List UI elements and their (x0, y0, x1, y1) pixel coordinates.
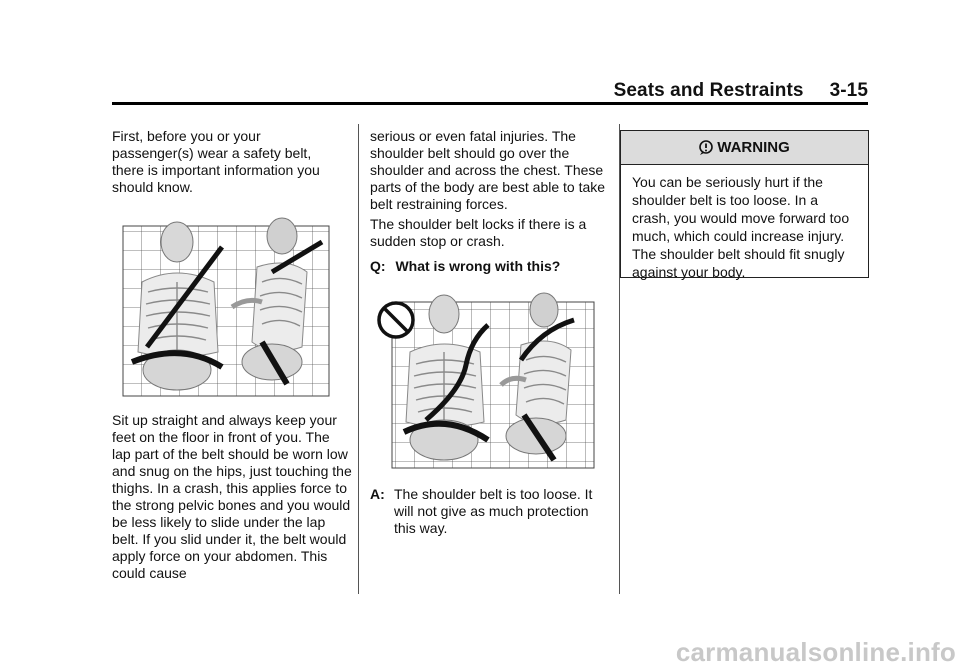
warning-box (620, 130, 869, 278)
intro-paragraph: First, before you or your passenger(s) wear a safety belt, there is important information you should know. (112, 128, 320, 195)
warning-triangle-icon (699, 140, 713, 156)
warning-text: You can be seriously hurt if the shoulder belt is too loose. In a crash, you would move forward too much, which could increase injury. The shoulder belt should fit snugly against your body. (632, 174, 850, 280)
posture-paragraph: Sit up straight and always keep your feet on the floor in front of you. The lap part of the belt should be worn low and snug on the hips, just touching the thighs. In a crash, this applies force to the strong pelvic bones and you would be less likely to slide under the lap belt. If you slid under it, the belt would apply force on your abdomen. This could cause (112, 412, 352, 581)
prohibition-icon (379, 303, 413, 337)
page-number: 3-15 (829, 80, 868, 101)
watermark: carmanualsonline.info (675, 637, 956, 667)
column-divider (358, 124, 359, 594)
section-title: Seats and Restraints (613, 80, 804, 101)
shoulder-belt-paragraph: serious or even fatal injuries. The shoulder belt should go over the shoulder and across the chest. These parts of the body are best able to take belt restraining forces. (370, 128, 606, 212)
question-text: What is wrong with this? (395, 258, 561, 274)
loose-belt-illustration (376, 290, 598, 470)
correct-belt-illustration (122, 212, 332, 398)
answer (370, 486, 608, 537)
question-label: Q: (370, 258, 386, 274)
warning-header (621, 131, 868, 165)
question (370, 258, 608, 275)
warning-title: WARNING (717, 139, 790, 156)
answer-text: The shoulder belt is too loose. It will not give as much protection this way. (394, 486, 593, 536)
header-rule (112, 102, 868, 105)
page-header (614, 80, 868, 102)
answer-label: A: (370, 486, 385, 502)
belt-lock-paragraph: The shoulder belt locks if there is a sudden stop or crash. (370, 216, 587, 249)
